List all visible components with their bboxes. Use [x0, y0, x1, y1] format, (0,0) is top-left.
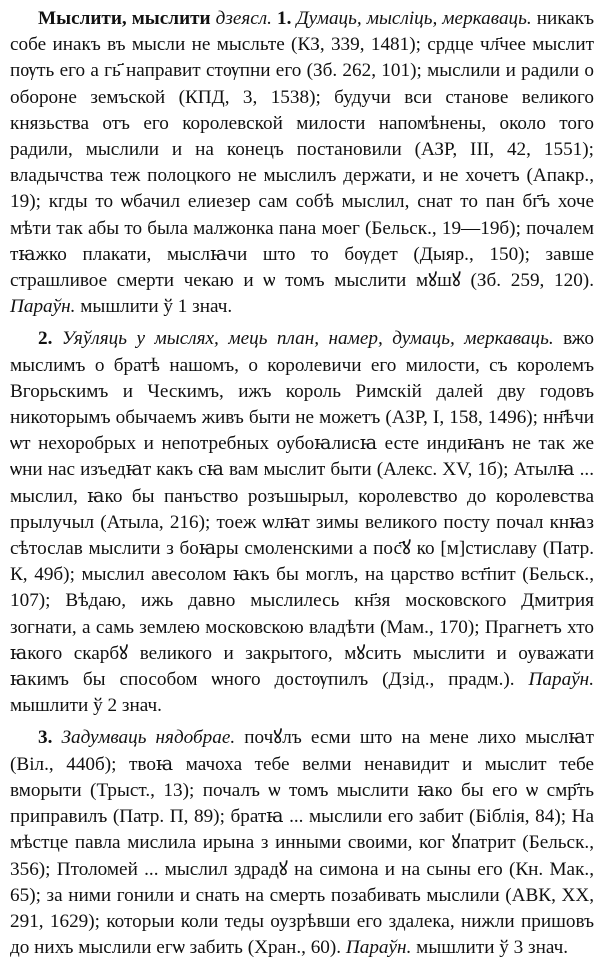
headword: Мыслити, мыслити	[38, 8, 211, 29]
sense-1-definition: Думаць, мысліць, меркаваць.	[296, 8, 532, 29]
sense-1-number: 1.	[277, 8, 292, 29]
sense-2-number: 2.	[38, 328, 53, 350]
sense-3-cross-label: Параўн.	[345, 937, 412, 959]
sense-3-cross-ref: мышлити ў 3 знач.	[416, 937, 569, 959]
sense-2-cross-ref: мышлити ў 2 знач.	[10, 695, 162, 717]
sense-1-paragraph	[10, 6, 594, 320]
sense-3-number: 3.	[38, 727, 53, 749]
sense-2-body: вжо мыслимъ о братѣ нашомъ, о королевичи его милости, съ королемъ Вгорьскимъ и Ческимъ, ижъ король Римскій далей дву годовъ никоторымъ обычаемъ живъ быти не можетъ (АЗР, I, 158, 1496); нн҃ѣчи ѡт нехоробрых и непотребных оубоꙗлисꙗ есте индиꙗнъ не так же ѡни нас изъедꙗт какъ сꙗ вам мыслит быти (Алекс. XV, 1б); Атылꙗ ... мыслил, ꙗко бы панъство розъшырыл, королевство до королевства прылучыл (Атыла, 216); тоеж ѡлꙗт зимы великого посту почал кнꙗз сѣтослав мыслити з боꙗры смоленскими а пос҃ꙋ ко [м]стиславу (Патр. К, 49б); мыслил авесолом ꙗкъ бы моглъ, на царство вст҃пит (Бельск., 107); Вѣдаю, ижь давно мыслилесь кн҃зя московского Дмитрия зогнати, а самь землею московскою владѣти (Мам., 170); Прагнетъ хто ꙗкого скарбꙋ великого и закрытого, мꙋсить мыслити и оуважати ꙗкимъ бы способом ѡного достѹпилъ (Дзід., прадм.).	[10, 328, 595, 691]
sense-1-cross-ref: мышлити ў 1 знач.	[80, 296, 233, 318]
sense-1-cross-label: Параўн.	[10, 296, 76, 318]
sense-1-body: никакъ собе инакъ въ мысли не мысльте (КЗ, 339, 1481); срдце чл҃чее мыслит пѹть его а гь҃ направит стѹпни его (Зб. 262, 101); мыслили и радили о обороне земъской (КПД, 3, 1538); будучи вси станове великого князьства отъ его королевской милости напомѣнены, около того радили, мыслили и на конецъ постановили (АЗР, III, 42, 1551); владычства теж полоцкого не мыслилъ держати, и не хочетъ (Апакр., 19); кгды то ѡбачил елиезер сам собѣ мыслил, снат то пан бг҃ъ хоче мѣти так абы то была малжонка пана моег (Бельск., 19—19б); почалем тꙗжко плакати, мыслꙗчи што то бѹдет (Дыяр., 150); завше страшливое смерти чекаю и ѡ томъ мыслити мꙋшꙋ (Зб. 259, 120).	[10, 8, 595, 292]
part-of-speech: дзеясл.	[215, 8, 272, 29]
sense-3-paragraph	[10, 725, 594, 961]
sense-2-paragraph	[10, 326, 594, 719]
sense-2-definition: Уяўляць у мыслях, мець план, намер, думаць, меркаваць.	[61, 328, 554, 350]
sense-3-definition: Задумваць нядобрае.	[61, 727, 236, 749]
sense-3-body: почꙋлъ есми што на мене лихо мыслꙗт (Віл., 440б); твоꙗ мачоха тебе велми ненавидит и мыслит тебе вморыти (Трыст., 13); почалъ ѡ томъ мыслити ꙗко бы его ѡ смр҃ть приправилъ (Патр. П, 89); братꙗ ... мыслили его забит (Біблія, 84); На мѣстце павла мислила ирына з инными своими, ког ꙋпатрит (Бельск., 356); Птоломей ... мыслил здрадꙋ на симона и на сыны его (Кн. Мак., 65); за ними гонили и снать на смерть позабивать мыслили (АВК, XX, 291, 1629); которыи коли теды оузрѣвши его здалека, нижли пришовъ до нихъ мыслили егѡ забить (Хран., 60).	[10, 727, 594, 959]
sense-2-cross-label: Параўн.	[528, 669, 595, 691]
